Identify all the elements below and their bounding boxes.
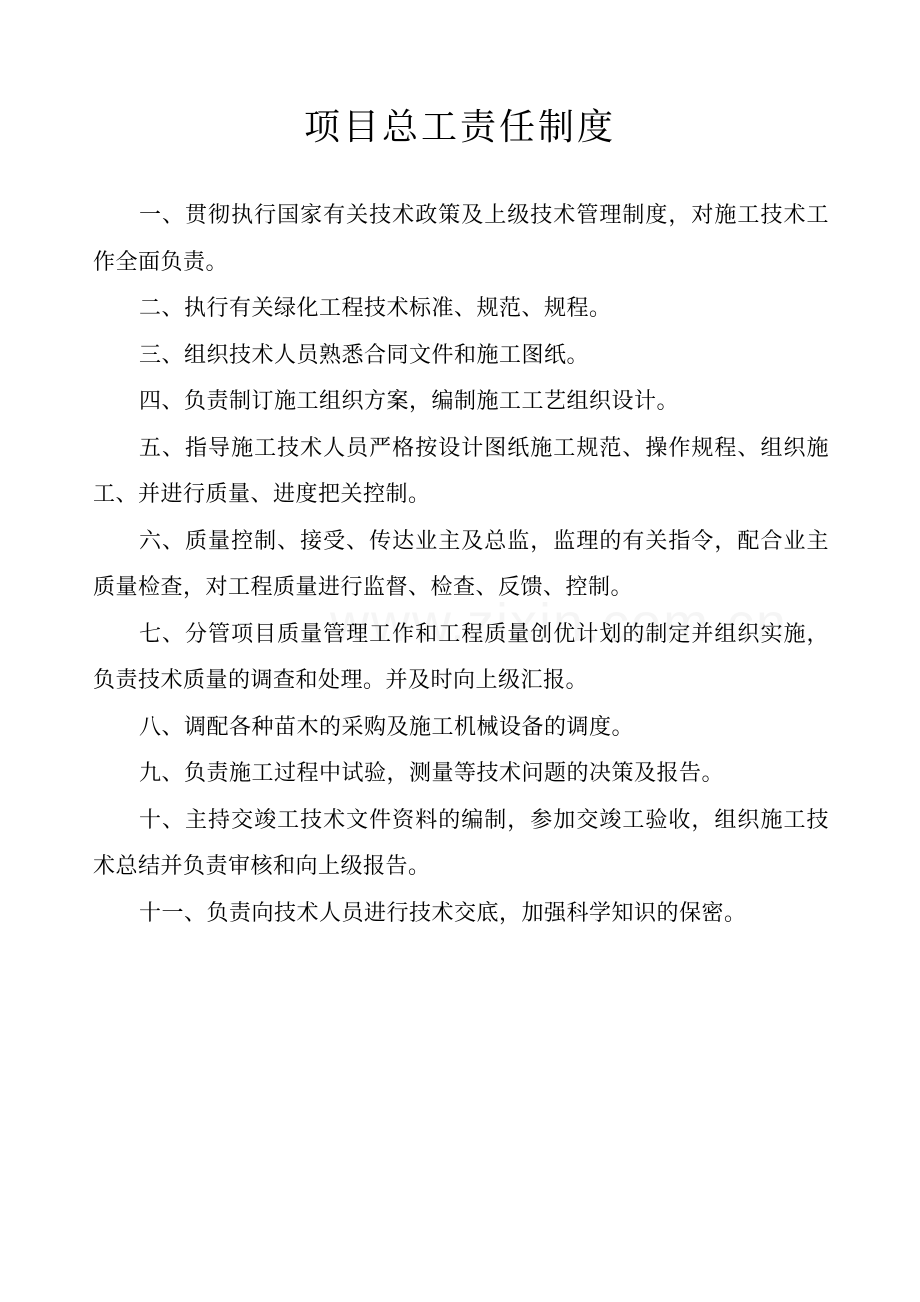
paragraph-3: 三、组织技术人员熟悉合同文件和施工图纸。 — [139, 342, 590, 368]
paragraph-8: 八、调配各种苗木的采购及施工机械设备的调度。 — [139, 714, 635, 740]
document-body — [93, 193, 829, 937]
paragraph-11: 十一、负责向技术人员进行技术交底，加强科学知识的保密。 — [139, 900, 747, 926]
paragraph-1: 一、贯彻执行国家有关技术政策及上级技术管理制度，对施工技术工作全面负责。 — [93, 203, 829, 275]
paragraph-10: 十、主持交竣工技术文件资料的编制，参加交竣工验收，组织施工技术总结并负责审核和向上级报告。 — [93, 807, 829, 879]
paragraph-2: 二、执行有关绿化工程技术标准、规范、规程。 — [139, 296, 612, 321]
paragraph-6: 六、质量控制、接受、传达业主及总监，监理的有关指令，配合业主质量检查，对工程质量进行监督、检查、反馈、控制。 — [93, 528, 829, 600]
paragraph-7: 七、分管项目质量管理工作和工程质量创优计划的制定并组织实施，负责技术质量的调查和处理。并及时向上级汇报。 — [93, 621, 829, 693]
paragraph-5: 五、指导施工技术人员严格按设计图纸施工规范、操作规程、组织施工、并进行质量、进度把关控制。 — [93, 435, 829, 507]
paragraph-4: 四、负责制订施工组织方案，编制施工工艺组织设计。 — [139, 389, 680, 414]
document-title: 项目总工责任制度 — [303, 107, 616, 148]
paragraph-9: 九、负责施工过程中试验，测量等技术问题的决策及报告。 — [139, 761, 725, 786]
